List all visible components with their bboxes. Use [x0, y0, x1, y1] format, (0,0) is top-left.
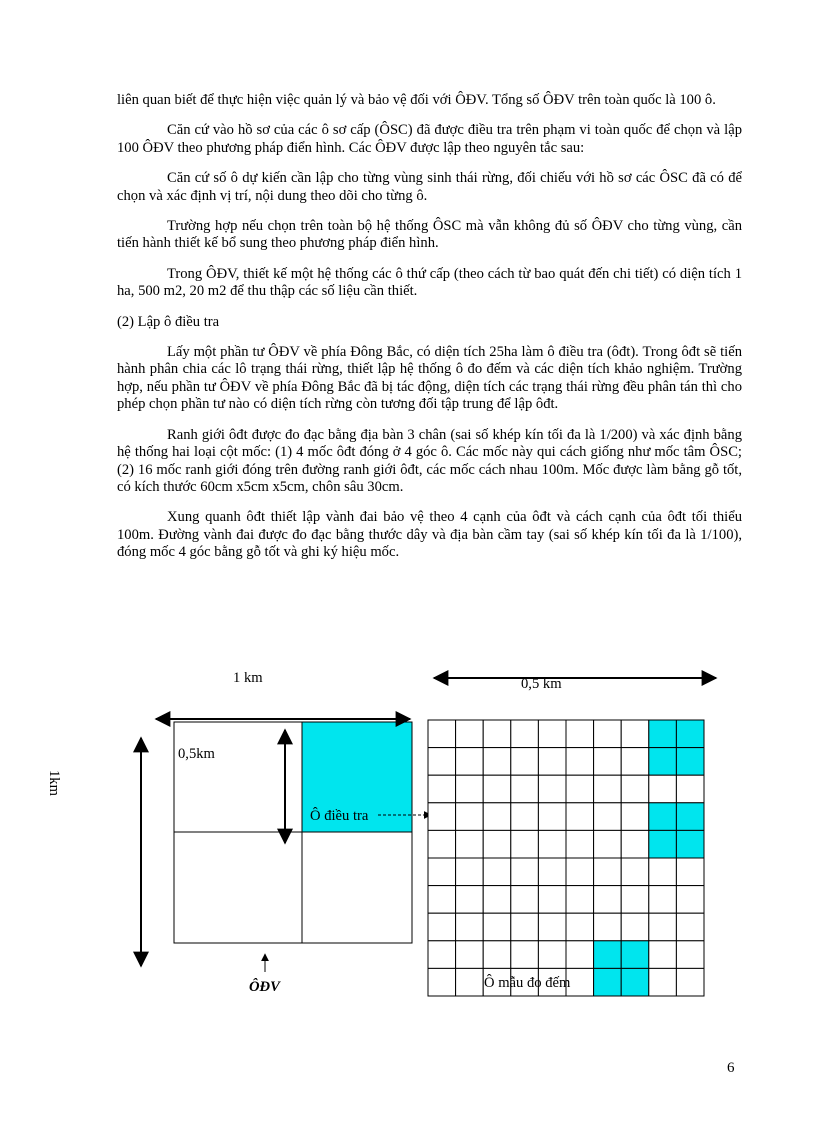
grid-cell: [594, 720, 622, 748]
grid-cell: [649, 941, 677, 969]
grid-cell: [594, 858, 622, 886]
grid-cell: [456, 941, 484, 969]
label-05km-right: 0,5 km: [521, 676, 562, 692]
paragraph-8: Xung quanh ôđt thiết lập vành đai bảo vệ theo 4 cạnh của ôđt và cách cạnh của ôđt tối thiểu 100m. Đường vành đai được đo đạc bằng thước dây và địa bàn cầm tay (sai số khép kín tối đa là 1/100), đóng mốc 4 góc bằng gỗ tốt và ghi ký hiệu mốc.: [117, 509, 742, 561]
grid-cell: [566, 830, 594, 858]
grid-cell: [649, 858, 677, 886]
grid-cell: [621, 748, 649, 776]
grid-cell: [566, 913, 594, 941]
grid-cell: [428, 830, 456, 858]
grid-cell: [456, 886, 484, 914]
grid-cell-highlighted: [676, 720, 704, 748]
label-05km-inner: 0,5km: [178, 746, 215, 762]
grid-cell: [428, 803, 456, 831]
grid-cell-highlighted: [676, 803, 704, 831]
paragraph-4: Trường hợp nếu chọn trên toàn bộ hệ thống ÔSC mà vẫn không đủ số ÔĐV cho từng vùng, cần tiến hành thiết kế bổ sung theo phương pháp điển hình.: [117, 218, 742, 252]
grid-cell: [538, 748, 566, 776]
grid-cell: [566, 886, 594, 914]
grid-cell: [456, 913, 484, 941]
grid-cell: [594, 886, 622, 914]
grid-cell: [566, 803, 594, 831]
grid-cell-highlighted: [621, 941, 649, 969]
grid-cell: [621, 830, 649, 858]
plot-layout-diagram: [0, 660, 816, 1000]
sample-grid: [428, 720, 704, 996]
grid-cell: [538, 941, 566, 969]
grid-cell: [566, 748, 594, 776]
grid-cell: [621, 775, 649, 803]
paragraph-6: Lấy một phần tư ÔĐV về phía Đông Bắc, có diện tích 25ha làm ô điều tra (ôđt). Trong ôđt sẽ tiến hành phân chia các lô trạng thái rừng, thiết lập hệ thống ô đo đếm và các diện tích khảo nghiệm. Trường hợp, nếu phần tư ÔĐV về phía Đông Bắc đã bị tác động, diện tích các trạng thái rừng đều phân tán thì cho phép chọn phần tư nào có diện tích rừng còn tương đối tập trung để lập ôđt.: [117, 344, 742, 413]
grid-cell: [511, 748, 539, 776]
paragraph-3: Căn cứ số ô dự kiến cần lập cho từng vùng sinh thái rừng, đối chiếu với hồ sơ các ÔSC đã có để chọn và xác định vị trí, nội dung theo dõi cho từng ô.: [117, 170, 742, 204]
grid-cell-highlighted: [621, 968, 649, 996]
grid-cell: [676, 886, 704, 914]
grid-cell: [428, 913, 456, 941]
grid-cell: [511, 941, 539, 969]
grid-cell: [676, 941, 704, 969]
grid-cell: [483, 830, 511, 858]
grid-cell: [676, 775, 704, 803]
grid-cell-highlighted: [594, 941, 622, 969]
grid-cell: [594, 913, 622, 941]
grid-cell-highlighted: [676, 830, 704, 858]
grid-cell: [511, 720, 539, 748]
grid-cell: [511, 858, 539, 886]
grid-cell: [621, 913, 649, 941]
grid-cell-highlighted: [594, 968, 622, 996]
grid-cell: [483, 803, 511, 831]
grid-cell: [428, 720, 456, 748]
grid-cell: [566, 858, 594, 886]
paragraph-5: Trong ÔĐV, thiết kế một hệ thống các ô thứ cấp (theo cách từ bao quát đến chi tiết) có diện tích 1 ha, 500 m2, 20 m2 để thu thập các số liệu cần thiết.: [117, 265, 742, 300]
grid-cell-highlighted: [649, 803, 677, 831]
grid-cell: [428, 858, 456, 886]
grid-cell: [483, 941, 511, 969]
grid-cell: [621, 858, 649, 886]
section-heading: (2) Lập ô điều tra: [117, 313, 220, 330]
grid-cell: [649, 968, 677, 996]
grid-cell: [566, 775, 594, 803]
grid-cell: [594, 748, 622, 776]
grid-cell: [649, 775, 677, 803]
grid-cell: [456, 968, 484, 996]
grid-cell: [511, 886, 539, 914]
grid-cell: [511, 913, 539, 941]
grid-cell: [483, 720, 511, 748]
grid-cell: [566, 720, 594, 748]
grid-cell: [456, 720, 484, 748]
grid-cell: [594, 775, 622, 803]
paragraph-2: Căn cứ vào hồ sơ của các ô sơ cấp (ÔSC) đã được điều tra trên phạm vi toàn quốc để chọn và lập 100 ÔĐV theo phương pháp điển hình. Các ÔĐV được lập theo nguyên tắc sau:: [117, 122, 742, 156]
grid-cell: [538, 858, 566, 886]
label-sample-plot: Ô mẫu đo đếm: [484, 975, 571, 991]
grid-cell: [428, 748, 456, 776]
grid-cell: [456, 775, 484, 803]
grid-cell: [428, 775, 456, 803]
label-odv: ÔĐV: [249, 979, 280, 995]
grid-cell-highlighted: [676, 748, 704, 776]
grid-cell: [483, 913, 511, 941]
grid-cell: [511, 830, 539, 858]
grid-cell-highlighted: [649, 720, 677, 748]
label-survey-plot: Ô điều tra: [310, 808, 369, 824]
grid-cell: [511, 803, 539, 831]
grid-cell: [649, 913, 677, 941]
label-1km-side: 1km: [46, 770, 62, 796]
grid-cell: [538, 886, 566, 914]
diagram-svg: [0, 660, 816, 1000]
grid-cell: [621, 720, 649, 748]
grid-cell: [428, 968, 456, 996]
grid-cell: [538, 803, 566, 831]
grid-cell: [538, 913, 566, 941]
grid-cell: [456, 803, 484, 831]
grid-cell: [483, 858, 511, 886]
grid-cell: [676, 913, 704, 941]
grid-cell: [676, 968, 704, 996]
grid-cell: [594, 830, 622, 858]
grid-cell-highlighted: [649, 748, 677, 776]
grid-cell: [511, 775, 539, 803]
grid-cell: [621, 886, 649, 914]
grid-cell: [483, 775, 511, 803]
grid-cell: [483, 886, 511, 914]
grid-cell: [456, 830, 484, 858]
grid-cell: [594, 803, 622, 831]
grid-cell: [538, 830, 566, 858]
grid-cell: [428, 886, 456, 914]
grid-cell: [649, 886, 677, 914]
grid-cell: [676, 858, 704, 886]
grid-cell: [621, 803, 649, 831]
grid-cell: [483, 748, 511, 776]
paragraph-7: Ranh giới ôđt được đo đạc bằng địa bàn 3 chân (sai số khép kín tối đa là 1/200) và xác định bằng hệ thống hai loại cột mốc: (1) 4 mốc ôđt đóng ở 4 góc ô. Các mốc này qui cách giống như mốc tâm ÔSC; (2) 16 mốc ranh giới đóng trên đường ranh giới ôđt, các mốc cách nhau 100m. Mốc được làm bằng gỗ tốt, có kích thước 60cm x5cm x5cm, chôn sâu 30cm.: [117, 426, 742, 495]
grid-cell: [538, 775, 566, 803]
grid-cell: [566, 941, 594, 969]
paragraph-1: liên quan biết để thực hiện việc quản lý và bảo vệ đối với ÔĐV. Tổng số ÔĐV trên toàn quốc là 100 ô.: [117, 92, 716, 108]
label-1km-top: 1 km: [233, 670, 263, 686]
grid-cell-highlighted: [649, 830, 677, 858]
grid-cell: [456, 858, 484, 886]
body-text: [117, 92, 742, 575]
grid-cell: [428, 941, 456, 969]
grid-cell: [456, 748, 484, 776]
page-number: 6: [727, 1060, 735, 1076]
grid-cell: [538, 720, 566, 748]
